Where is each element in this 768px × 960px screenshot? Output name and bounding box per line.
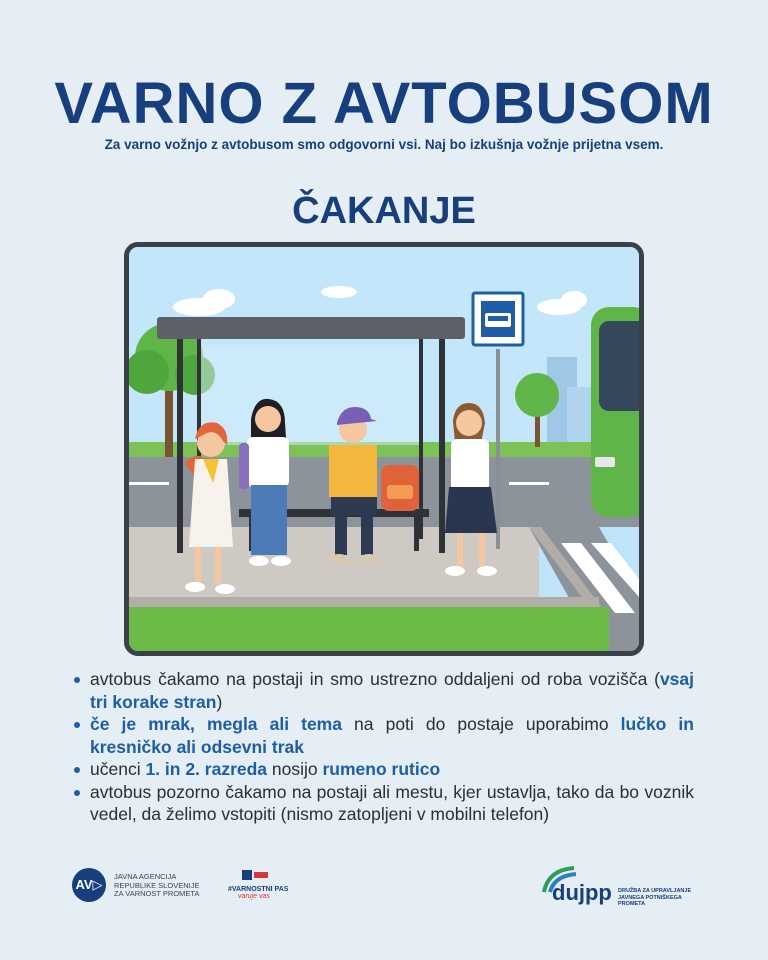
list-item bbox=[72, 781, 694, 826]
campaign-logo bbox=[222, 866, 292, 906]
tip-highlight: 1. in 2. razreda bbox=[145, 759, 268, 779]
section-title: ČAKANJE bbox=[292, 190, 476, 232]
tip-text: na poti do postaje uporabimo bbox=[341, 714, 621, 734]
dujpp-logo bbox=[540, 864, 700, 906]
campaign-logo-text bbox=[228, 886, 288, 900]
tip-highlight: rumeno rutico bbox=[322, 759, 441, 779]
agency-logo-icon: AV▷ bbox=[72, 868, 106, 902]
dujpp-line-2: JAVNEGA POTNIŠKEGA PROMETA bbox=[618, 894, 682, 907]
bus-stop-scene-svg bbox=[129, 247, 639, 651]
agency-line-3: ZA VARNOST PROMETA bbox=[114, 889, 200, 898]
campaign-line-1: #VARNOSTNI PAS bbox=[228, 886, 289, 893]
tip-highlight: vsaj tri korake stran bbox=[90, 669, 694, 712]
safety-tips-list bbox=[72, 668, 694, 826]
tip-text: ) bbox=[216, 691, 223, 712]
list-item bbox=[72, 668, 694, 713]
agency-line-1: JAVNA AGENCIJA bbox=[114, 872, 177, 881]
poster-title: VARNO Z AVTOBUSOM bbox=[54, 71, 714, 136]
dujpp-logo-text bbox=[618, 888, 708, 908]
list-item bbox=[72, 713, 694, 758]
poster-subtitle: Za varno vožnjo z avtobusom smo odgovorni vsi. Naj bo izkušnja vožnje prijetna vsem. bbox=[104, 137, 664, 152]
tip-text: nosijo bbox=[267, 759, 323, 779]
campaign-line-2: varuje vas bbox=[238, 893, 270, 900]
dujpp-logo-name: dujpp bbox=[552, 880, 612, 905]
tip-text: avtobus čakamo na postaji in smo ustrezno oddaljeni od roba vozišča ( bbox=[90, 669, 660, 689]
tip-text: učenci bbox=[90, 759, 146, 779]
tip-highlight: lučko in kresničko ali odsevni trak bbox=[90, 714, 694, 757]
tip-text: avtobus pozorno čakamo na postaji ali mestu, kjer ustavlja, tako da bo voznik vedel, da želimo vstopiti (nismo zatopljeni v mobilni telefon) bbox=[90, 781, 694, 824]
seatbelt-icon bbox=[236, 866, 276, 886]
dujpp-line-1: DRUŽBA ZA UPRAVLJANJE bbox=[618, 888, 692, 894]
tip-highlight: če je mrak, megla ali tema bbox=[90, 714, 342, 734]
agency-line-2: REPUBLIKE SLOVENIJE bbox=[114, 880, 200, 890]
agency-logo-text bbox=[114, 873, 234, 899]
list-item bbox=[72, 758, 694, 781]
bus-stop-illustration bbox=[124, 242, 644, 656]
